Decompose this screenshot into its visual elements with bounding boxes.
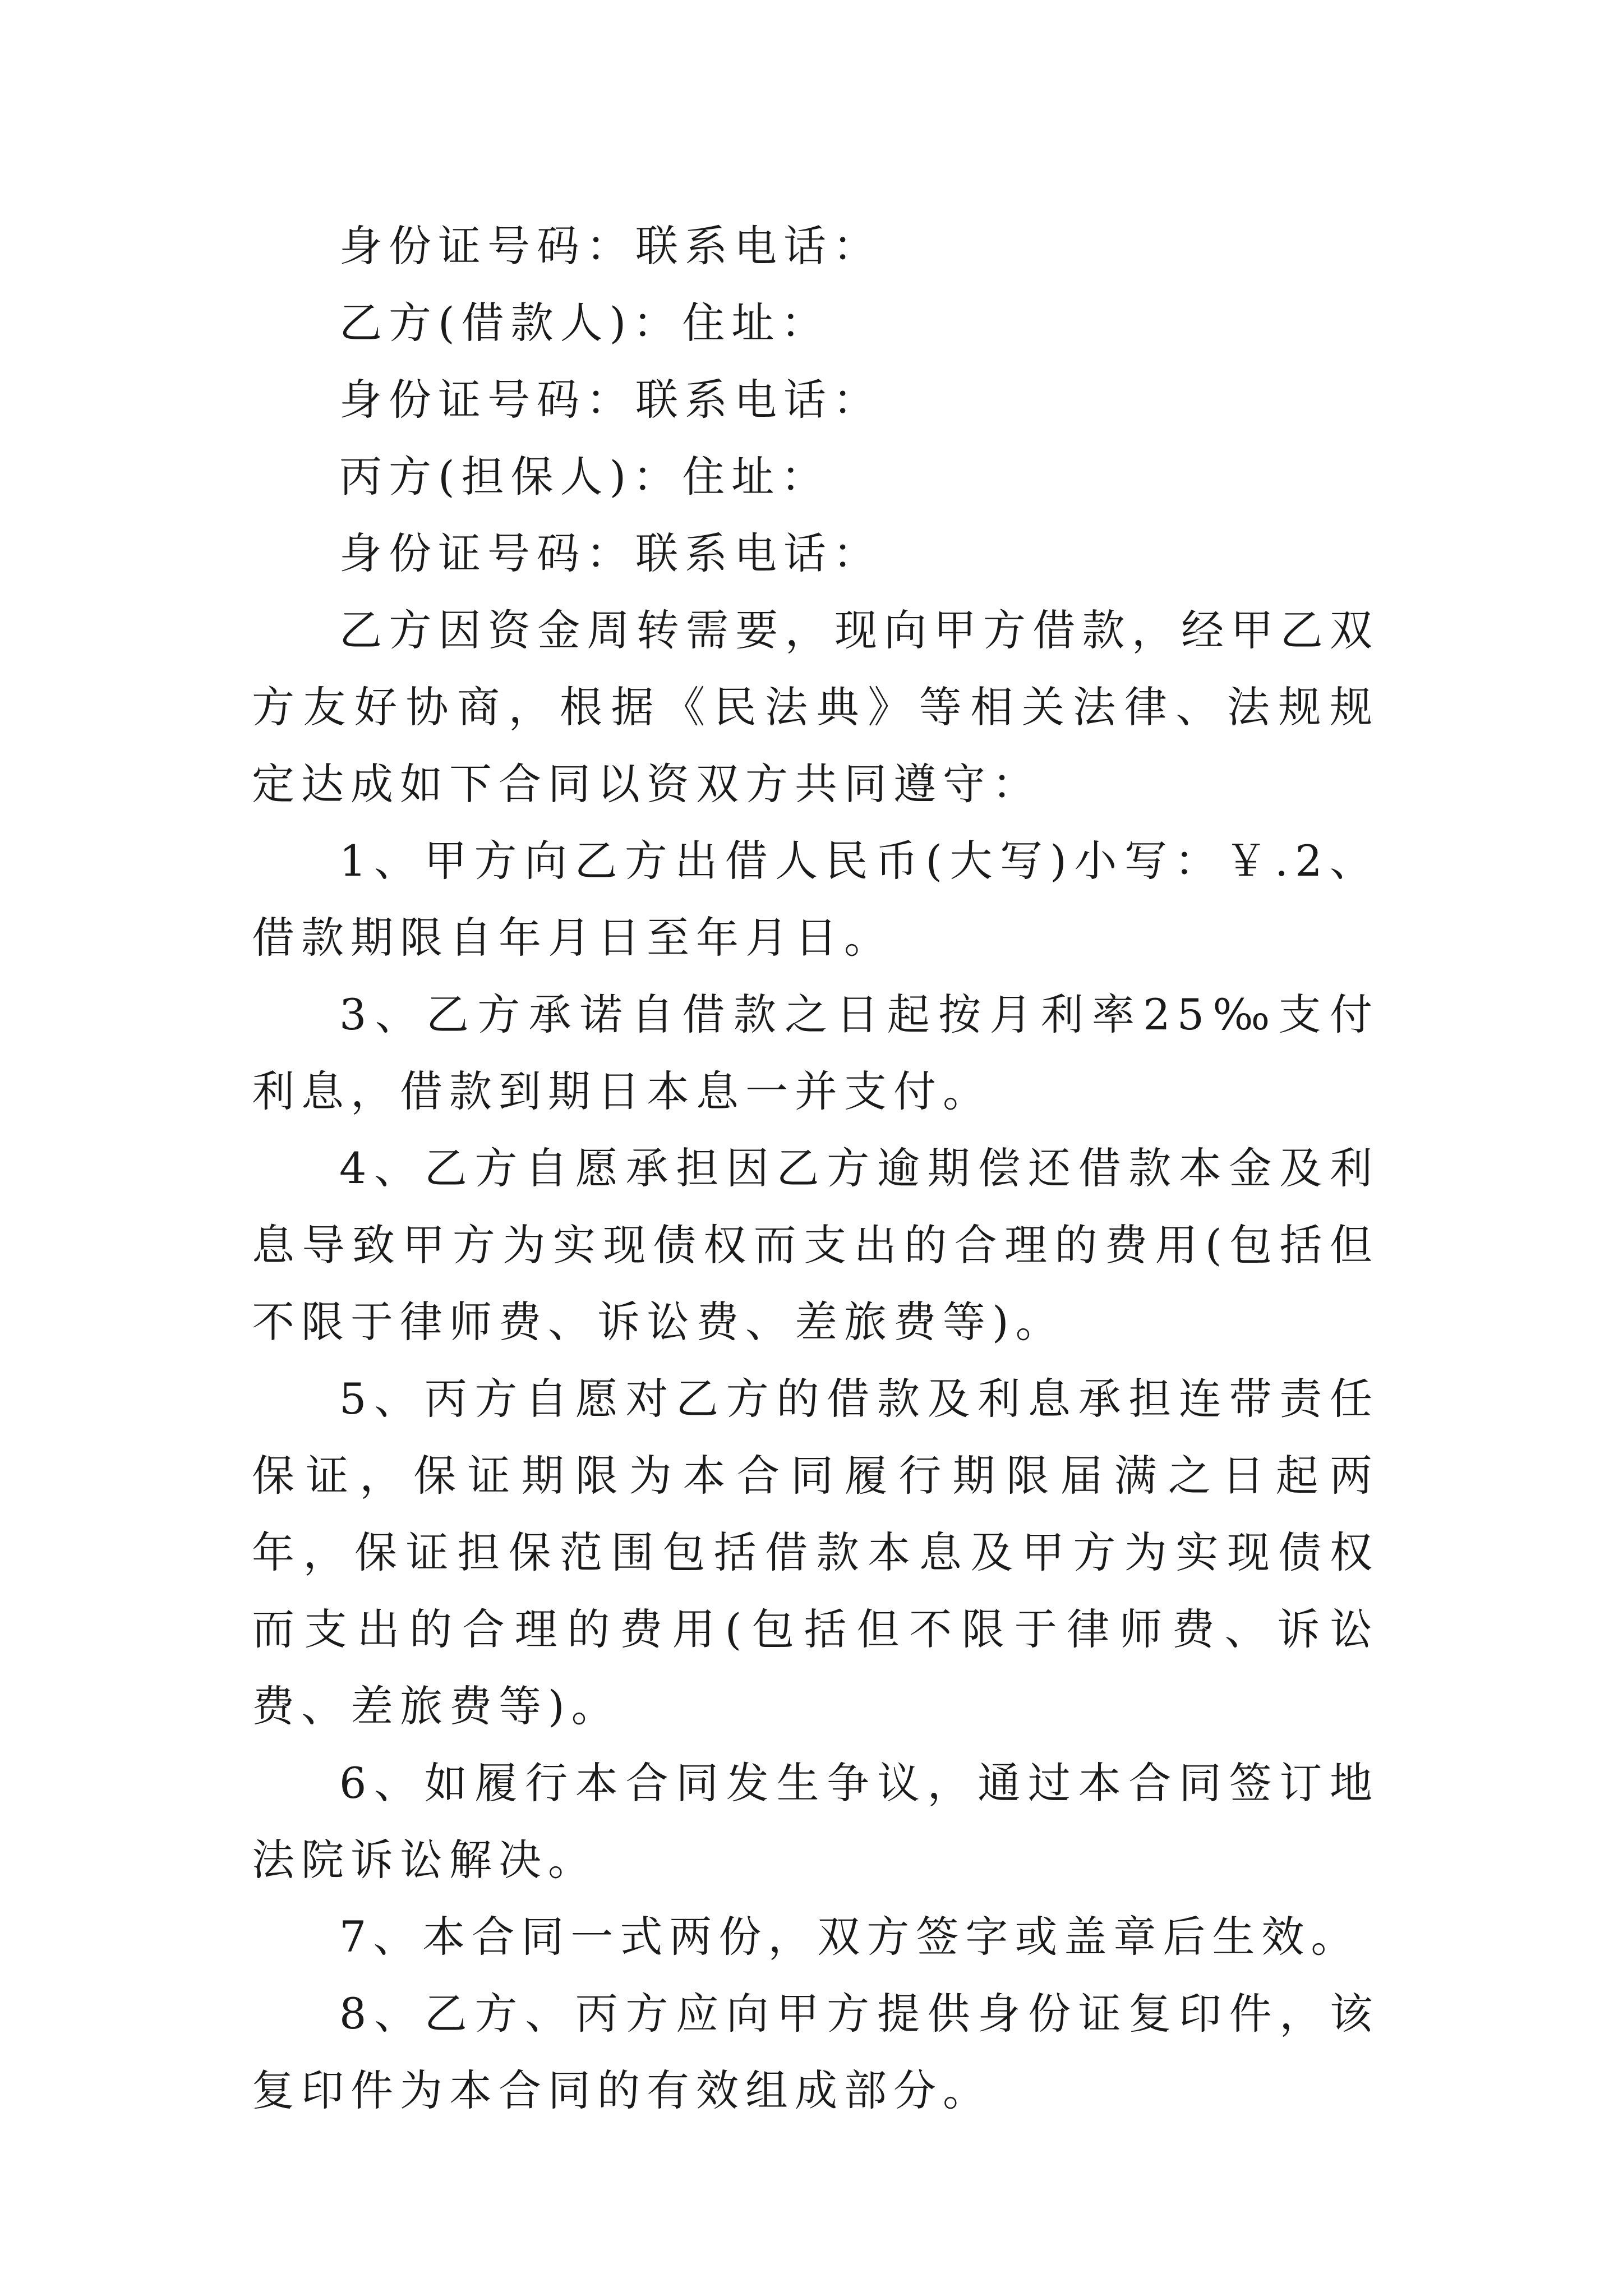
intro-paragraph: 乙方因资金周转需要，现向甲方借款，经甲乙双方友好协商，根据《民法典》等相关法律、法规规定达成如下合同以资双方共同遵守： — [252, 605, 1379, 809]
clause-8: 8、乙方、丙方应向甲方提供身份证复印件，该复印件为本合同的有效组成部分。 — [252, 1989, 1379, 2115]
clause-7: 7、本合同一式两份，双方签字或盖章后生效。 — [339, 1912, 1361, 1962]
borrower-id-phone-line: 身份证号码：联系电话： — [339, 375, 882, 425]
guarantor-id-phone-line: 身份证号码：联系电话： — [339, 528, 882, 578]
clause-5: 5、丙方自愿对乙方的借款及利息承担连带责任保证，保证期限为本合同履行期限届满之日起两年，保证担保范围包括借款本息及甲方为实现债权而支出的合理的费用(包括但不限于律师费、诉讼费、差旅费等)。 — [252, 1374, 1379, 1731]
clause-3: 3、乙方承诺自借款之日起按月利率25‰支付利息，借款到期日本息一并支付。 — [252, 990, 1379, 1116]
guarantor-address-line: 丙方(担保人)：住址： — [339, 452, 831, 501]
borrower-address-line: 乙方(借款人)：住址： — [339, 298, 831, 348]
lender-id-phone-line: 身份证号码：联系电话： — [339, 221, 882, 271]
clause-6: 6、如履行本合同发生争议，通过本合同签订地法院诉讼解决。 — [252, 1758, 1379, 1885]
clause-4: 4、乙方自愿承担因乙方逾期偿还借款本金及利息导致甲方为实现债权而支出的合理的费用(包括但不限于律师费、诉讼费、差旅费等)。 — [252, 1143, 1379, 1347]
clause-1-2: 1、甲方向乙方出借人民币(大写)小写：￥.2、借款期限自年月日至年月日。 — [252, 836, 1379, 963]
document-body — [252, 208, 1379, 2129]
